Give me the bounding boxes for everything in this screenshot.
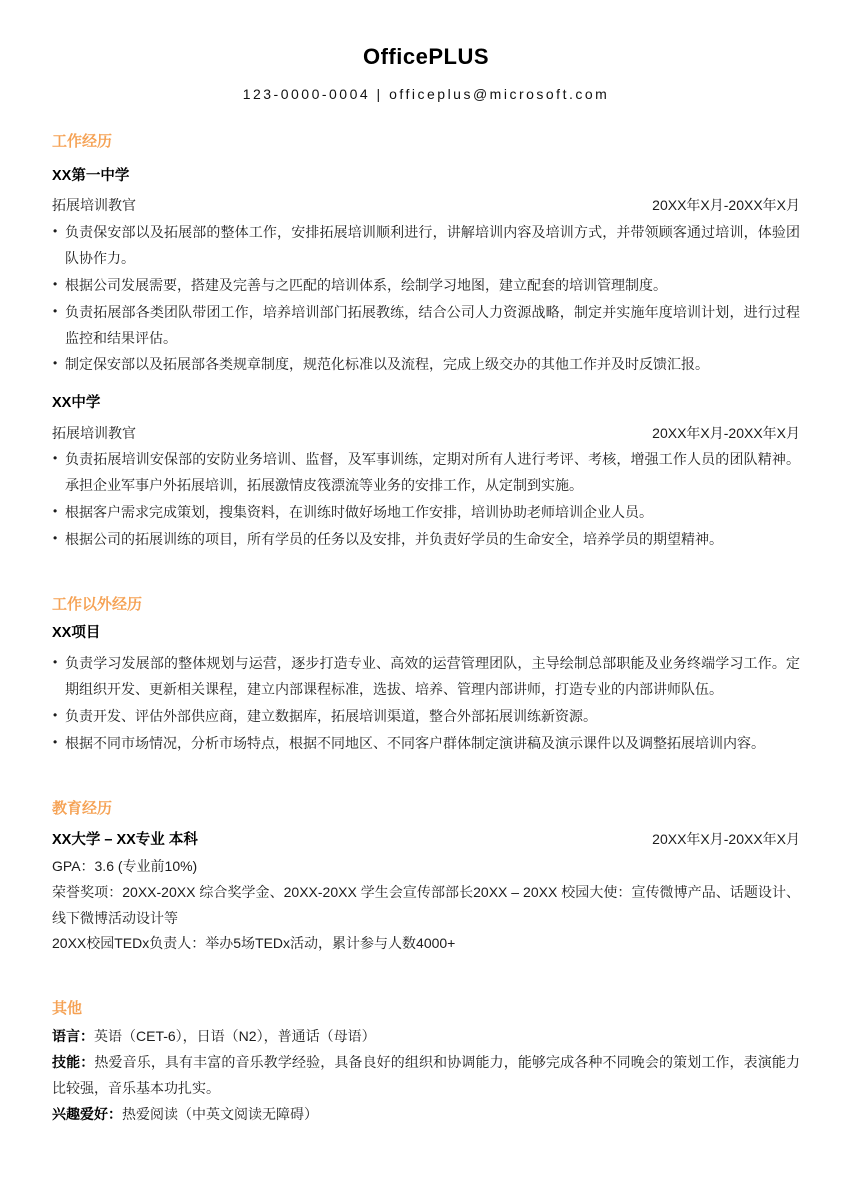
section-heading-other: 其他	[52, 1000, 83, 1018]
role-row	[52, 194, 800, 218]
hobby-line	[52, 1102, 800, 1128]
school-name: XX大学 – XX专业 本科	[52, 831, 198, 848]
section-heading-education: 教育经历	[52, 799, 113, 817]
job-bullet: • 制定保安部以及拓展部各类规章制度，规范化标准以及流程，完成上级交办的其他工作并及时反馈汇报。	[52, 352, 800, 378]
project-name: XX项目	[52, 624, 101, 641]
language-line	[52, 1024, 800, 1050]
section-heading-work: 工作经历	[52, 133, 113, 150]
company-name: XX中学	[52, 395, 101, 412]
contact-info: 123-0000-0004 | officeplus@microsoft.com	[242, 86, 610, 102]
section-heading-extra: 工作以外经历	[52, 595, 143, 613]
section-education	[52, 797, 800, 958]
role-dates: 20XX年X月-20XX年X月	[652, 197, 800, 214]
education-dates: 20XX年X月-20XX年X月	[652, 830, 800, 847]
project-bullet-list	[52, 651, 800, 757]
project-bullet: • 负责学习发展部的整体规划与运营，逐步打造专业、高效的运营管理团队，主导绘制总部职能及业务终端学习工作。定期组织开发、更新相关课程，建立内部课程标准，选拔、培养、管理内部讲师，打造专业的内部讲师队伍。	[52, 651, 800, 703]
language-text: 英语（CET-6），日语（N2），普通话（母语）	[94, 1028, 376, 1045]
job-bullet: • 根据公司的拓展训练的项目，所有学员的任务以及安排，并负责好学员的生命安全，培养学员的期望精神。	[52, 527, 800, 553]
skills-label: 技能：	[52, 1054, 95, 1071]
section-work-experience	[52, 130, 800, 553]
job-bullet: • 根据客户需求完成策划，搜集资料，在训练时做好场地工作安排，培训协助老师培训企业人员。	[52, 500, 800, 526]
job-bullet: • 负责保安部以及拓展部的整体工作，安排拓展培训顺利进行，讲解培训内容及培训方式，并带领顾客通过培训，体验团队协作力。	[52, 220, 800, 272]
role-dates: 20XX年X月-20XX年X月	[652, 424, 800, 441]
skills-line	[52, 1050, 800, 1102]
section-other	[52, 997, 800, 1128]
role-row	[52, 422, 800, 446]
education-row	[52, 828, 800, 852]
skills-text: 热爱音乐，具有丰富的音乐教学经验，具备良好的组织和协调能力，能够完成各种不同晚会的策划工作，表演能力比较强，音乐基本功扎实。	[52, 1054, 801, 1097]
hobby-label: 兴趣爱好：	[52, 1106, 122, 1123]
company-name: XX第一中学	[52, 168, 130, 184]
tedx-line: 20XX校园TEDx负责人：举办5场TEDx活动，累计参与人数4000+	[52, 935, 456, 952]
page-title: OfficePLUS	[362, 44, 490, 69]
job-bullet: • 负责拓展部各类团队带团工作，培养培训部门拓展教练，结合公司人力资源战略，制定并实施年度培训计划，进行过程监控和结果评估。	[52, 300, 800, 352]
job-bullet: • 根据公司发展需要，搭建及完善与之匹配的培训体系，绘制学习地图，建立配套的培训管理制度。	[52, 273, 800, 299]
gpa-line: GPA：3.6 (专业前10%)	[52, 857, 198, 874]
project-bullet: • 根据不同市场情况，分析市场特点，根据不同地区、不同客户群体制定演讲稿及演示课件以及调整拓展培训内容。	[52, 731, 800, 757]
job-bullet: • 负责拓展培训安保部的安防业务培训、监督，及军事训练，定期对所有人进行考评、考核，增强工作人员的团队精神。承担企业军事户外拓展培训，拓展激情皮筏漂流等业务的安排工作，从定制到实施。	[52, 447, 800, 499]
honors-line: 荣誉奖项：20XX-20XX 综合奖学金、20XX-20XX 学生会宣传部部长20XX – 20XX 校园大使：宣传微博产品、话题设计、线下微博活动设计等	[52, 883, 800, 926]
role-title: 拓展培训教官	[52, 424, 136, 441]
job-bullet-list	[52, 220, 800, 378]
role-title: 拓展培训教官	[52, 197, 136, 214]
project-bullet: • 负责开发、评估外部供应商，建立数据库，拓展培训渠道，整合外部拓展训练新资源。	[52, 704, 800, 730]
language-label: 语言：	[52, 1028, 94, 1045]
section-extra-experience	[52, 593, 800, 757]
job-bullet-list	[52, 447, 800, 553]
hobby-text: 热爱阅读（中英文阅读无障碍）	[122, 1106, 318, 1123]
